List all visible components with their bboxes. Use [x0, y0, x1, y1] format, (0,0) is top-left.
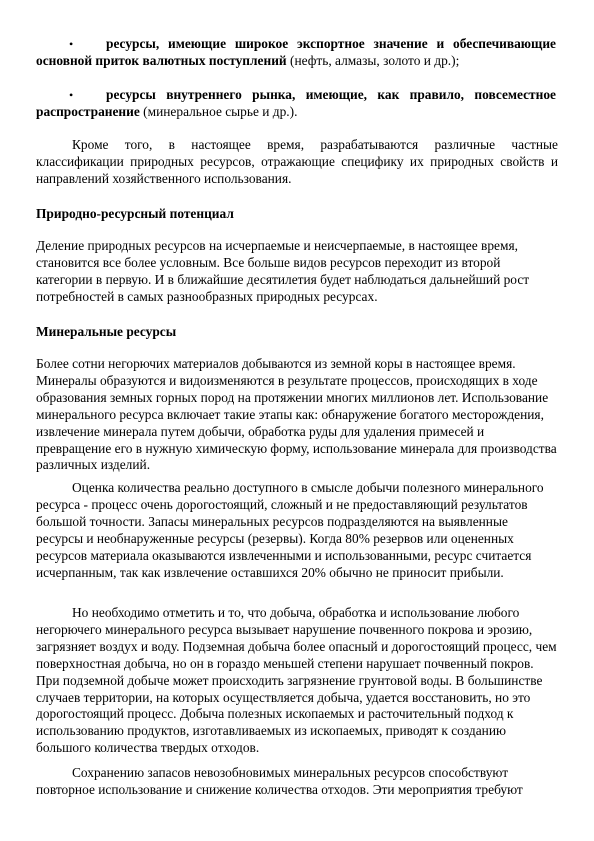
bullet-text [36, 36, 556, 70]
intro-paragraph: Кроме того, в настоящее время, разрабатываются различные частные классификации природных ресурсов, отражающие специфику их природных свойств и направлений хозяйственного использования. [36, 137, 558, 186]
bullet-glyph: • [69, 88, 74, 102]
section-heading-minerals: Минеральные ресурсы [36, 324, 177, 339]
bullet-item-1 [36, 36, 556, 70]
section-potential-text: Деление природных ресурсов на исчерпаемые и неисчерпаемые, в настоящее время, становится все более условным. Все больше видов ресурсов переходит из второй категории в первую. И в ближайшие десятилетия будет наблюдаться дальнейший рост потребностей в самых разнообразных природных ресурсах. [36, 238, 530, 304]
minerals-paragraph-3: Но необходимо отметить и то, что добыча, обработка и использование любого негорючего минерального ресурса вызывает нарушение почвенного покрова и эрозию, загрязняет воздух и воду. Подземная добыча более опасный и дорогостоящий процесс, чем поверхностная добыча, но он в гораздо меньшей степени нарушает почвенный покров. При подземной добыче может происходить загрязнение грунтовой воды. В большинстве случаев территории, на которых осуществляется добыча, удается восстановить, но это дорогостоящий процесс. Добыча полезных ископаемых и расточительный подход к использованию продуктов, изготавливаемых из ископаемых, приводят к созданию большого количества твердых отходов. [36, 605, 557, 756]
bullet-glyph: • [69, 37, 74, 51]
bullet-text [36, 87, 556, 121]
bullet-normal-text: (минеральное сырье и др.). [139, 103, 298, 119]
section-heading-potential: Природно-ресурсный потенциал [36, 206, 234, 221]
bullet-item-2 [36, 87, 556, 121]
minerals-paragraph-2: Оценка количества реально доступного в смысле добычи полезного минерального ресурса - процесс очень дорогостоящий, сложный и не предоставляющий результатов большой точности. Запасы минеральных ресурсов подразделяются на выявленные ресурсы и необнаруженные ресурсы (резервы). Когда 80% резервов или оцененных ресурсов материала оказываются извлеченными и использованными, ресурс считается исчерпанным, так как извлечение оставшихся 20% обычно не приносит прибыли. [36, 480, 544, 580]
bullet-bold-text: ресурсы, имеющие широкое экспортное значение и обеспечивающие основной приток валютных поступлений [36, 36, 556, 68]
bullet-bold-text: ресурсы внутреннего рынка, имеющие, как правило, повсеместное распространение [36, 87, 556, 119]
minerals-paragraph-4: Сохранению запасов невозобновимых минеральных ресурсов способствуют повторное использование и снижение количества отходов. Эти мероприятия требуют [36, 765, 523, 797]
bullet-normal-text: (нефть, алмазы, золото и др.); [286, 52, 460, 68]
minerals-paragraph-1: Более сотни негорючих материалов добываются из земной коры в настоящее время. Минералы образуются и видоизменяются в результате процессов, происходящих в ходе образования земных горных пород на протяжении многих миллионов лет. Использование минерального ресурса включает такие этапы как: обнаружение богатого месторождения, извлечение минерала путем добычи, обработка руды для удаления примесей и превращение его в нужную химическую форму, использование минерала для производства различных изделий. [36, 356, 557, 473]
